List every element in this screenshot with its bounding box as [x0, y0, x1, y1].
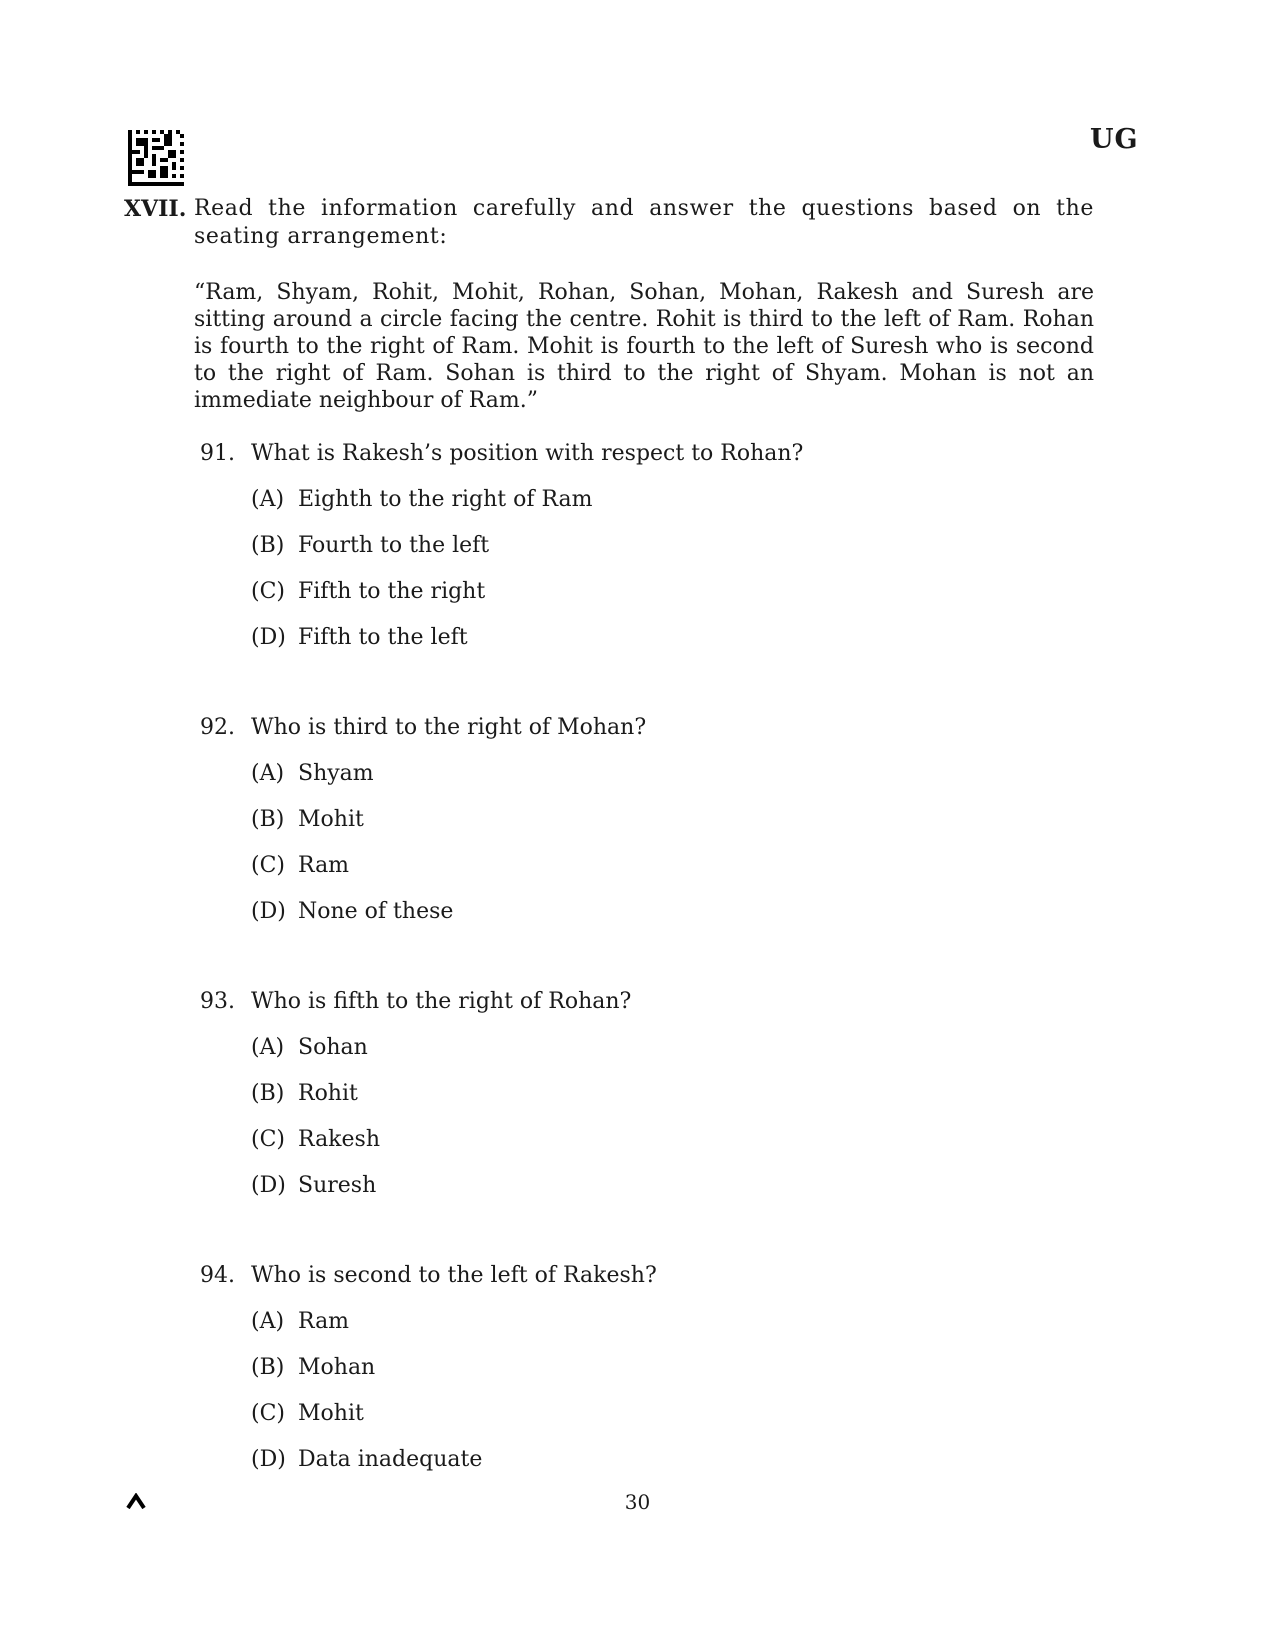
option-text: Rakesh — [298, 1127, 380, 1152]
option-letter: (B) — [251, 533, 285, 558]
option-letter: (D) — [251, 625, 286, 650]
option-d — [251, 898, 1080, 944]
option-letter: (C) — [251, 1127, 285, 1152]
section-header — [124, 195, 1094, 251]
option-b — [251, 1354, 1080, 1400]
option-text: Suresh — [298, 1173, 377, 1198]
option-letter: (B) — [251, 1355, 285, 1380]
question-93 — [200, 988, 1080, 1218]
option-text: Rohit — [298, 1081, 358, 1106]
question-number: 91. — [200, 441, 235, 466]
series-code: UG — [1090, 124, 1139, 155]
question-text: Who is fifth to the right of Rohan? — [251, 989, 632, 1014]
option-c — [251, 852, 1080, 898]
option-text: Mohit — [298, 807, 364, 832]
question-number: 94. — [200, 1263, 235, 1288]
option-d — [251, 1446, 1080, 1492]
option-letter: (A) — [251, 761, 285, 786]
option-text: Fifth to the right — [298, 579, 486, 604]
option-c — [251, 578, 1080, 624]
option-b — [251, 532, 1080, 578]
option-text: Mohan — [298, 1355, 376, 1380]
option-letter: (C) — [251, 853, 285, 878]
option-b — [251, 1080, 1080, 1126]
option-c — [251, 1400, 1080, 1446]
question-91 — [200, 440, 1080, 670]
option-text: Sohan — [298, 1035, 368, 1060]
question-text: Who is second to the left of Rakesh? — [251, 1263, 657, 1288]
option-letter: (C) — [251, 1401, 285, 1426]
option-text: Data inadequate — [298, 1447, 483, 1472]
option-text: None of these — [298, 899, 454, 924]
option-letter: (D) — [251, 1173, 286, 1198]
question-section — [124, 195, 1094, 414]
option-b — [251, 806, 1080, 852]
question-text: What is Rakesh’s position with respect to Rohan? — [251, 441, 804, 466]
question-number: 92. — [200, 715, 235, 740]
option-c — [251, 1126, 1080, 1172]
option-a — [251, 1034, 1080, 1080]
option-letter: (A) — [251, 1035, 285, 1060]
option-letter: (B) — [251, 1081, 285, 1106]
question-text: Who is third to the right of Mohan? — [251, 715, 647, 740]
question-list — [200, 440, 1080, 1536]
option-text: Fifth to the left — [298, 625, 468, 650]
option-letter: (B) — [251, 807, 285, 832]
page-number: 30 — [624, 1490, 651, 1514]
section-number: XVII. — [124, 196, 187, 222]
option-text: Fourth to the left — [298, 533, 490, 558]
option-d — [251, 1172, 1080, 1218]
option-text: Eighth to the right of Ram — [298, 487, 593, 512]
option-letter: (D) — [251, 899, 286, 924]
option-a — [251, 1308, 1080, 1354]
question-94 — [200, 1262, 1080, 1492]
question-92 — [200, 714, 1080, 944]
option-a — [251, 486, 1080, 532]
section-instruction: Read the information carefully and answer the questions based on the seating arrangement: — [194, 196, 1094, 249]
option-text: Ram — [298, 853, 350, 878]
question-number: 93. — [200, 989, 235, 1014]
option-letter: (A) — [251, 1309, 285, 1334]
seating-passage: “Ram, Shyam, Rohit, Mohit, Rohan, Sohan, Mohan, Rakesh and Suresh are sitting around a circle facing the centre. Rohit is third to the left of Ram. Rohan is fourth to the right of Ram. Mohit is fourth to the left of Suresh who is second to the right of Ram. Sohan is third to the right of Shyam. Mohan is not an immediate neighbour of Ram.” — [194, 280, 1094, 413]
option-a — [251, 760, 1080, 806]
option-d — [251, 624, 1080, 670]
datamatrix-code-icon — [128, 130, 184, 186]
option-text: Ram — [298, 1309, 350, 1334]
option-letter: (C) — [251, 579, 285, 604]
option-letter: (A) — [251, 487, 285, 512]
option-text: Mohit — [298, 1401, 364, 1426]
option-letter: (D) — [251, 1447, 286, 1472]
option-text: Shyam — [298, 761, 374, 786]
